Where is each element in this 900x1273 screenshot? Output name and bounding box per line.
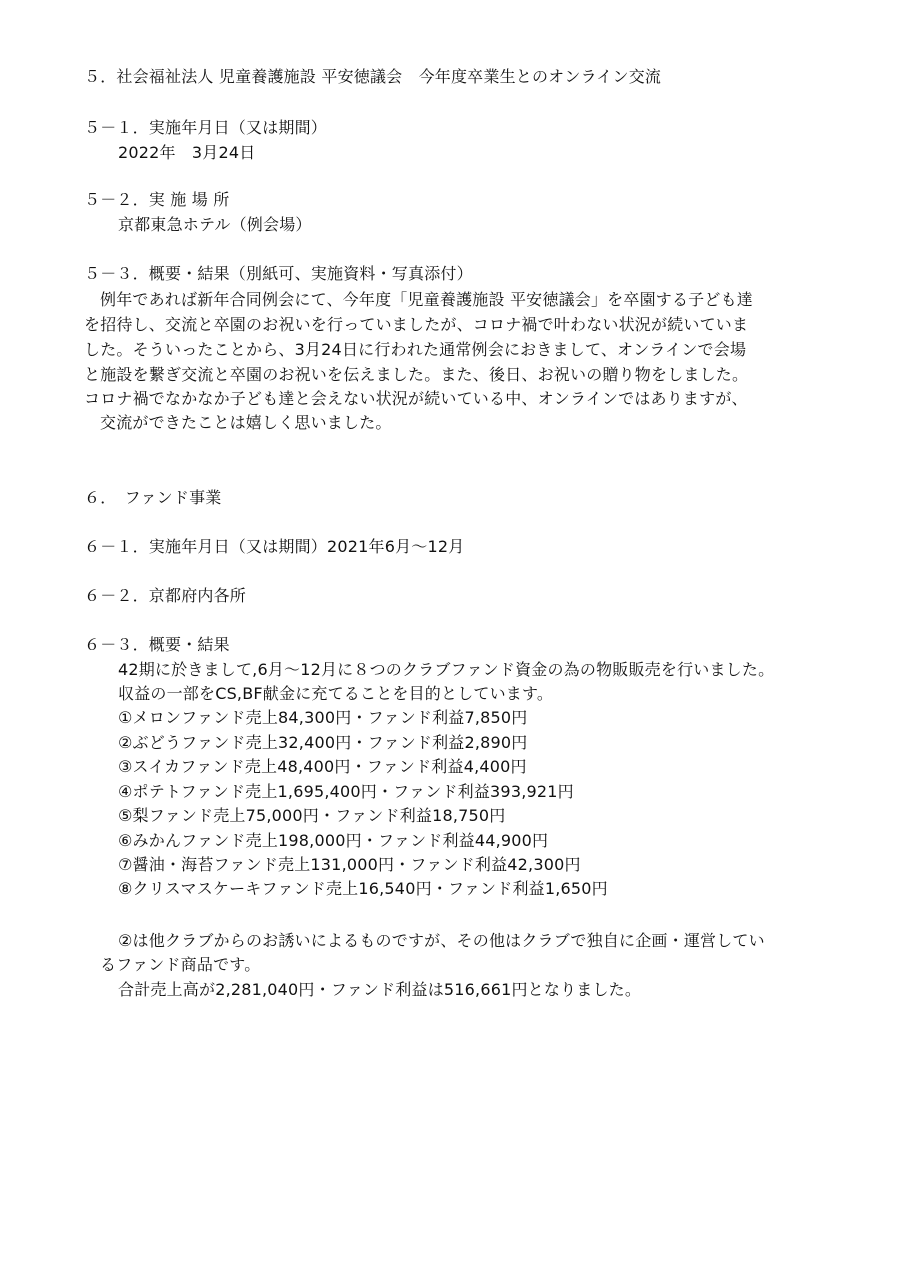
section-5-3-paragraph-line: コロナ禍でなかなか子ども達と会えない状況が続いている中、オンラインではありますが、 — [84, 389, 748, 408]
fund-item: ①メロンファンド売上84,300円・ファンド利益7,850円 — [118, 708, 528, 727]
section-5-2-heading: ５－２．実 施 場 所 — [84, 190, 230, 209]
fund-item: ⑥みかんファンド売上198,000円・ファンド利益44,900円 — [118, 831, 549, 850]
section-5-3-paragraph-line: 例年であれば新年合同例会にて、今年度「児童養護施設 平安徳議会」を卒園する子ども達 — [100, 290, 753, 309]
fund-item: ③スイカファンド売上48,400円・ファンド利益4,400円 — [118, 757, 527, 776]
section-5-3-paragraph-line: と施設を繋ぎ交流と卒園のお祝いを伝えました。また、後日、お祝いの贈り物をしました。 — [84, 365, 749, 384]
section-5-3-paragraph-line: を招待し、交流と卒園のお祝いを行っていましたが、コロナ禍で叶わない状況が続いていま — [84, 315, 749, 334]
section-6-heading: ６． ファンド事業 — [84, 488, 222, 507]
section-5-1-heading: ５－１．実施年月日（又は期間） — [84, 118, 328, 137]
section-5-3-paragraph-line: した。そういったことから、3月24日に行われた通常例会におきまして、オンラインで会場 — [84, 340, 747, 359]
fund-item: ⑦醤油・海苔ファンド売上131,000円・ファンド利益42,300円 — [118, 855, 581, 874]
fund-item: ②ぶどうファンド売上32,400円・ファンド利益2,890円 — [118, 733, 528, 752]
section-6-3-note-line: ②は他クラブからのお誘いによるものですが、その他はクラブで独自に企画・運営してい — [118, 931, 765, 950]
section-6-3-heading: ６－３．概要・結果 — [84, 635, 230, 654]
section-6-3-intro-line: 収益の一部をCS,BF献金に充てることを目的としています。 — [118, 684, 554, 703]
section-5-3-heading: ５－３．概要・結果（別紙可、実施資料・写真添付） — [84, 264, 473, 283]
section-5-1-date: 2022年 3月24日 — [118, 143, 256, 162]
section-5-3-paragraph-line: 交流ができたことは嬉しく思いました。 — [100, 413, 392, 432]
section-6-2-heading: ６－２．京都府内各所 — [84, 586, 247, 605]
section-6-1-heading: ６－１．実施年月日（又は期間）2021年6月～12月 — [84, 537, 465, 556]
section-6-3-total-line: 合計売上高が2,281,040円・ファンド利益は516,661円となりました。 — [118, 980, 642, 999]
section-6-3-intro-line: 42期に於きまして,6月～12月に８つのクラブファンド資金の為の物販販売を行いました。 — [118, 660, 775, 679]
fund-item: ⑧クリスマスケーキファンド売上16,540円・ファンド利益1,650円 — [118, 879, 608, 898]
fund-item: ④ポテトファンド売上1,695,400円・ファンド利益393,921円 — [118, 782, 574, 801]
section-5-heading: ５．社会福祉法人 児童養護施設 平安徳議会 今年度卒業生とのオンライン交流 — [84, 67, 662, 86]
fund-item: ⑤梨ファンド売上75,000円・ファンド利益18,750円 — [118, 806, 506, 825]
section-5-2-place: 京都東急ホテル（例会場） — [118, 215, 312, 234]
section-6-3-note-line: るファンド商品です。 — [100, 955, 261, 974]
